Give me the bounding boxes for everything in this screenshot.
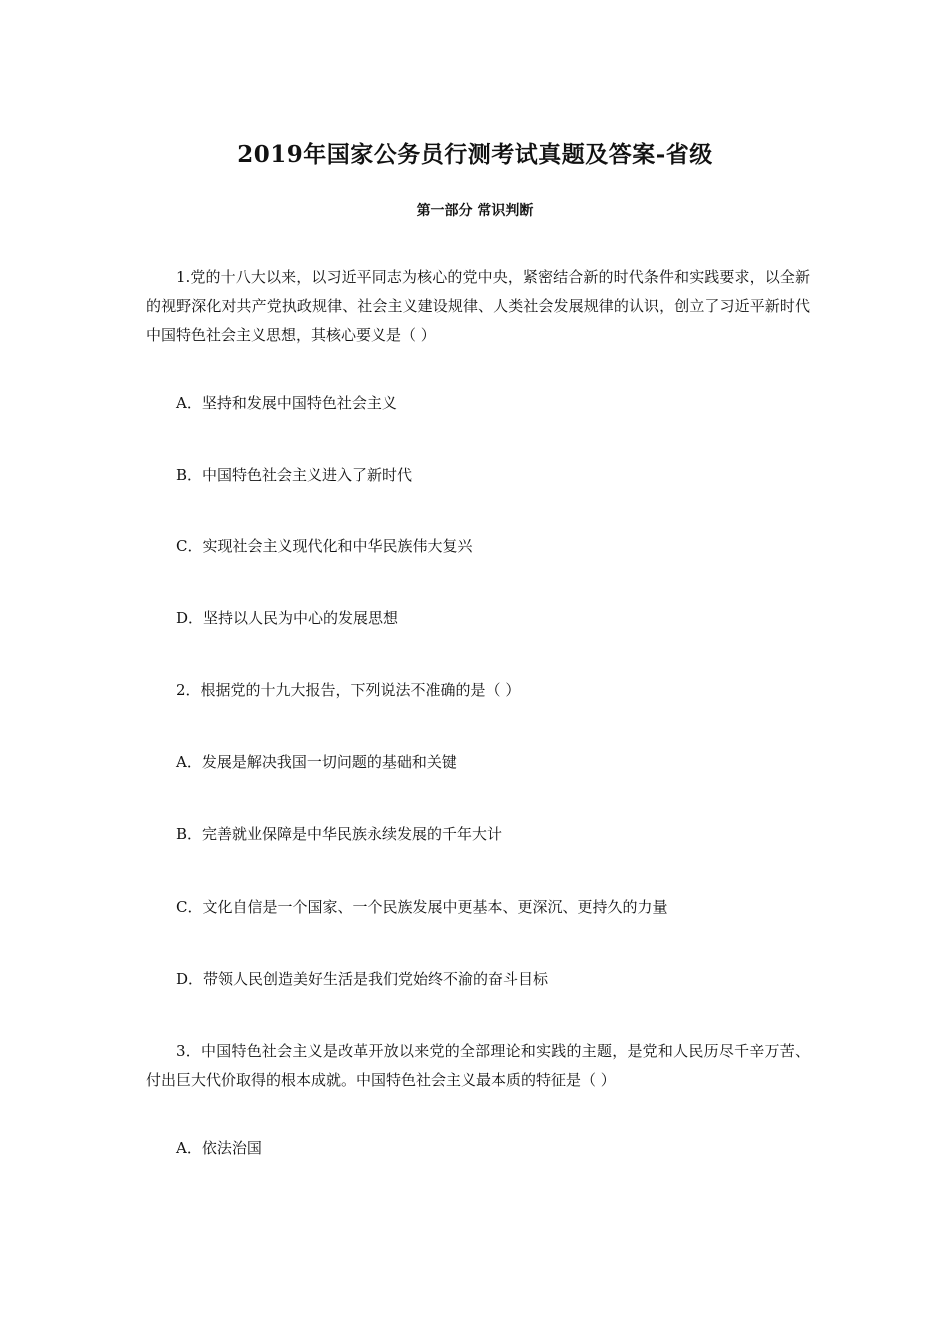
question-1-option-a: A．坚持和发展中国特色社会主义: [176, 394, 397, 412]
question-2-option-d: D．带领人民创造美好生活是我们党始终不渝的奋斗目标: [176, 970, 549, 988]
question-1-option-d: D．坚持以人民为中心的发展思想: [176, 609, 399, 627]
question-2-option-b: B．完善就业保障是中华民族永续发展的千年大计: [176, 825, 503, 843]
question-2-option-c: C．文化自信是一个国家、一个民族发展中更基本、更深沉、更持久的力量: [176, 898, 668, 916]
question-2-stem: 2．根据党的十九大报告，下列说法不准确的是（ ）: [176, 681, 521, 699]
question-1-stem: 1.党的十八大以来，以习近平同志为核心的党中央，紧密结合新的时代条件和实践要求，以全新的视野深化对共产党执政规律、社会主义建设规律、人类社会发展规律的认识，创立了习近平新时代中国特色社会主义思想，其核心要义是（ ）: [146, 268, 810, 344]
section-heading: 第一部分 常识判断: [416, 203, 534, 219]
question-2-option-a: A．发展是解决我国一切问题的基础和关键: [176, 753, 457, 771]
question-3-option-a: A．依法治国: [176, 1139, 262, 1157]
question-1-option-c: C．实现社会主义现代化和中华民族伟大复兴: [176, 537, 473, 555]
document-title: 2019年国家公务员行测考试真题及答案-省级: [237, 141, 713, 168]
question-1-option-b: B．中国特色社会主义进入了新时代: [176, 466, 413, 484]
question-3-stem: 3．中国特色社会主义是改革开放以来党的全部理论和实践的主题，是党和人民历尽千辛万苦、付出巨大代价取得的根本成就。中国特色社会主义最本质的特征是（ ）: [146, 1042, 810, 1089]
